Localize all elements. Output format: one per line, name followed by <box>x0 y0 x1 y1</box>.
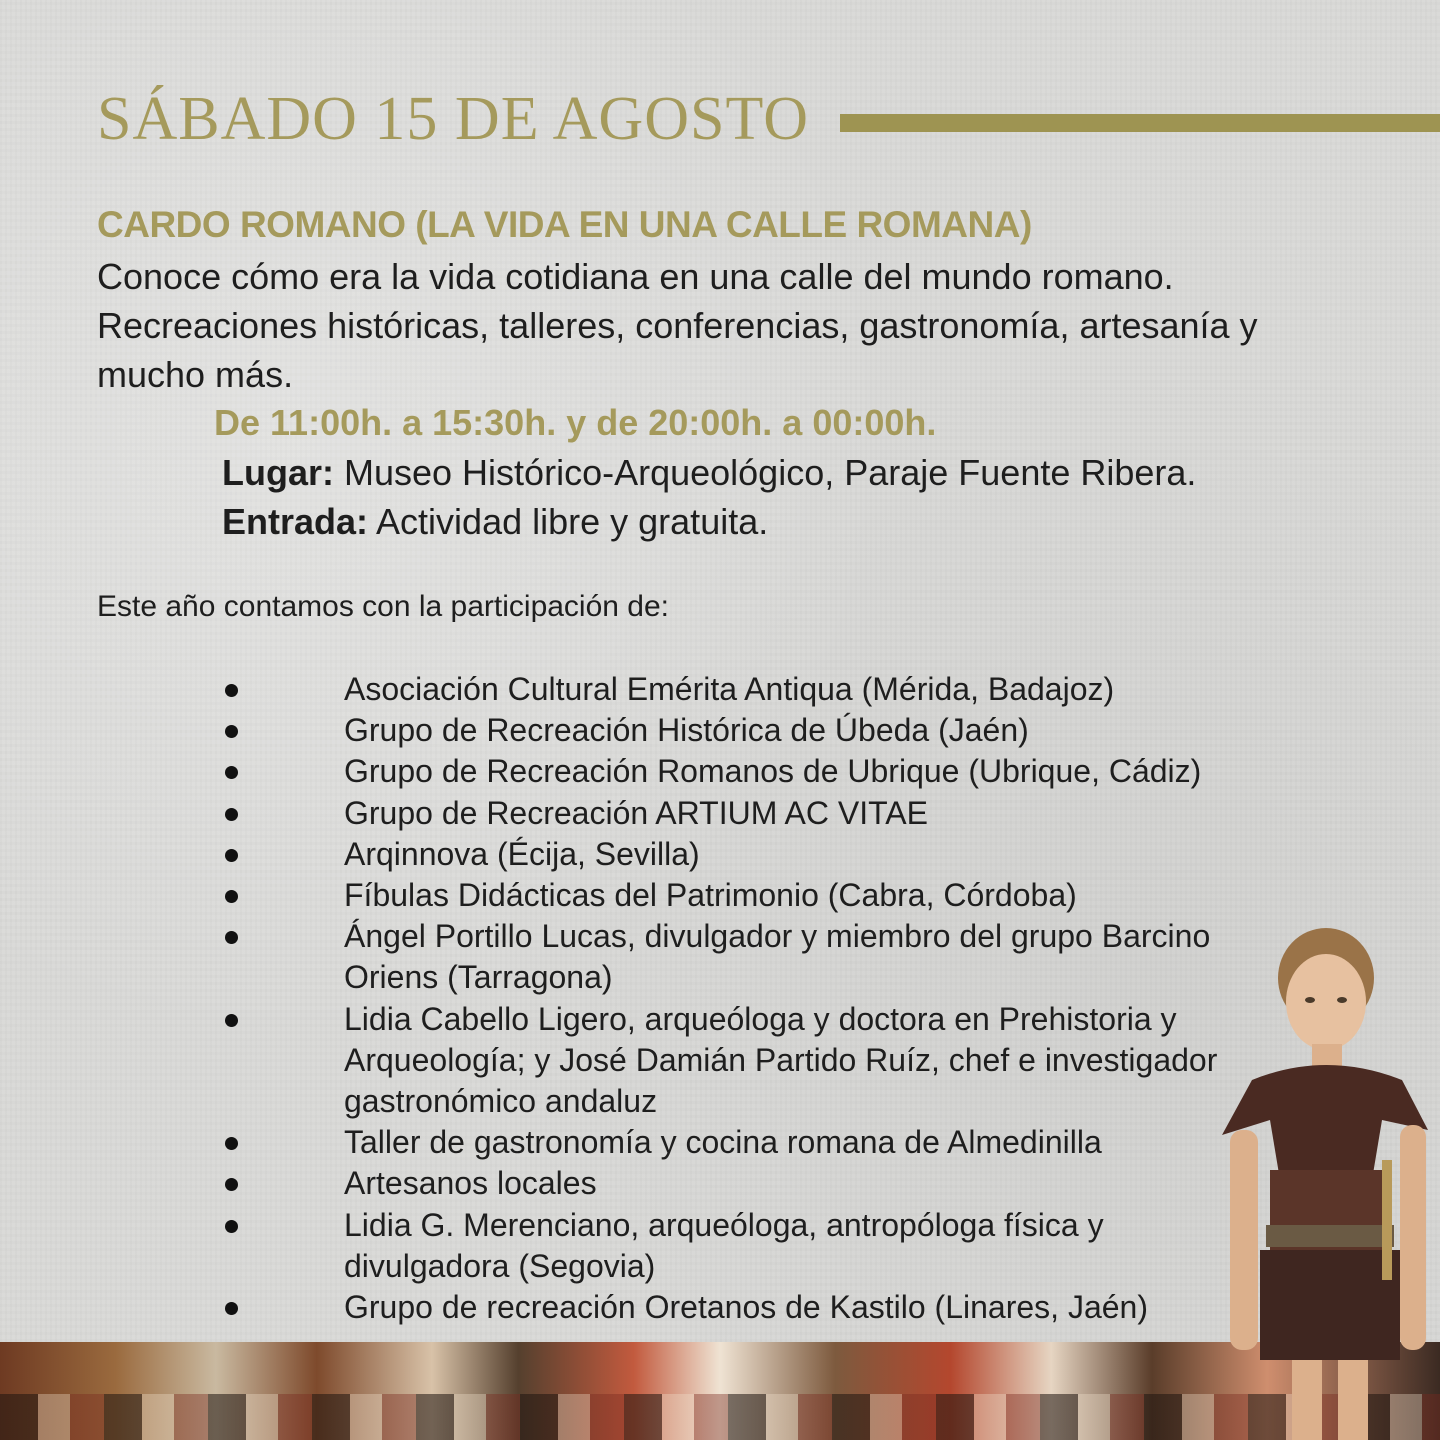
list-item <box>222 916 1262 998</box>
participant-label: Ángel Portillo Lucas, divulgador y miembro del grupo Barcino Oriens (Tarragona) <box>344 918 1211 996</box>
bullet-icon <box>225 1220 238 1233</box>
list-item <box>222 834 1262 875</box>
list-item <box>222 999 1262 1123</box>
participant-label: Grupo de recreación Oretanos de Kastilo (Linares, Jaén) <box>344 1289 1148 1326</box>
title-rule <box>840 114 1440 132</box>
event-description: Conoce cómo era la vida cotidiana en una calle del mundo romano. Recreaciones históricas, talleres, conferencias, gastronomía, artesanía y mucho más. <box>97 256 1258 395</box>
participant-label: Grupo de Recreación Romanos de Ubrique (Ubrique, Cádiz) <box>344 753 1202 790</box>
list-item <box>222 1122 1262 1163</box>
bullet-icon <box>225 849 238 862</box>
participant-label: Artesanos locales <box>344 1165 597 1202</box>
bullet-icon <box>225 725 238 738</box>
participant-label: Asociación Cultural Emérita Antiqua (Mérida, Badajoz) <box>344 671 1115 707</box>
bullet-icon <box>225 890 238 903</box>
entry-label: Entrada: <box>222 501 369 542</box>
participant-label: Fíbulas Didácticas del Patrimonio (Cabra, Córdoba) <box>344 877 1077 914</box>
event-title: CARDO ROMANO (LA VIDA EN UNA CALLE ROMANA) <box>97 204 1032 245</box>
participant-label: Taller de gastronomía y cocina romana de Almedinilla <box>344 1124 1102 1161</box>
list-item <box>222 1287 1262 1328</box>
list-item <box>222 710 1262 751</box>
event-entry <box>222 501 768 543</box>
bullet-icon <box>225 931 238 944</box>
list-item <box>222 793 1262 834</box>
bullet-icon <box>225 684 238 697</box>
participant-label: Arqinnova (Écija, Sevilla) <box>344 835 700 872</box>
boy-skirt <box>1260 1250 1400 1360</box>
participant-label: Lidia G. Merenciano, arqueóloga, antropóloga física y divulgadora (Segovia) <box>344 1206 1104 1284</box>
participants-intro: Este año contamos con la participación de: <box>97 590 670 623</box>
boy-belt <box>1266 1225 1394 1247</box>
boy-leg-right <box>1338 1360 1368 1440</box>
participant-label: Grupo de Recreación ARTIUM AC VITAE <box>344 794 928 831</box>
list-item <box>222 751 1262 792</box>
list-item <box>222 1205 1262 1287</box>
venue-value: Museo Histórico-Arqueológico, Paraje Fuente Ribera. <box>334 452 1197 493</box>
entry-value: Actividad libre y gratuita. <box>368 501 769 542</box>
boy-leg-left <box>1292 1360 1322 1440</box>
boy-sword <box>1382 1160 1392 1280</box>
bullet-icon <box>225 808 238 821</box>
bullet-icon <box>225 766 238 779</box>
boy-arm-left <box>1230 1130 1258 1350</box>
bullet-icon <box>225 1302 238 1315</box>
bullet-icon <box>225 1014 238 1027</box>
venue-label: Lugar: <box>222 452 334 493</box>
participant-label: Lidia Cabello Ligero, arqueóloga y doctora en Prehistoria y Arqueología; y José Damián Partido Ruíz, chef e investigador gastronómico andaluz <box>344 1000 1218 1120</box>
event-venue <box>222 452 1196 494</box>
participant-label: Grupo de Recreación Histórica de Úbeda (Jaén) <box>344 712 1029 749</box>
boy-eye-right <box>1337 997 1347 1003</box>
participants-list <box>222 669 1262 1328</box>
bullet-icon <box>225 1178 238 1191</box>
list-item <box>222 875 1262 916</box>
bullet-icon <box>225 1137 238 1150</box>
boy-eye-left <box>1305 997 1315 1003</box>
page-title: SÁBADO 15 DE AGOSTO <box>97 85 809 153</box>
boy-face <box>1286 954 1366 1050</box>
list-item <box>222 1163 1262 1204</box>
roman-costume-boy-image <box>1222 920 1436 1440</box>
event-schedule: De 11:00h. a 15:30h. y de 20:00h. a 00:00h. <box>214 402 937 443</box>
boy-arm-right <box>1400 1125 1426 1350</box>
list-item <box>222 669 1262 710</box>
